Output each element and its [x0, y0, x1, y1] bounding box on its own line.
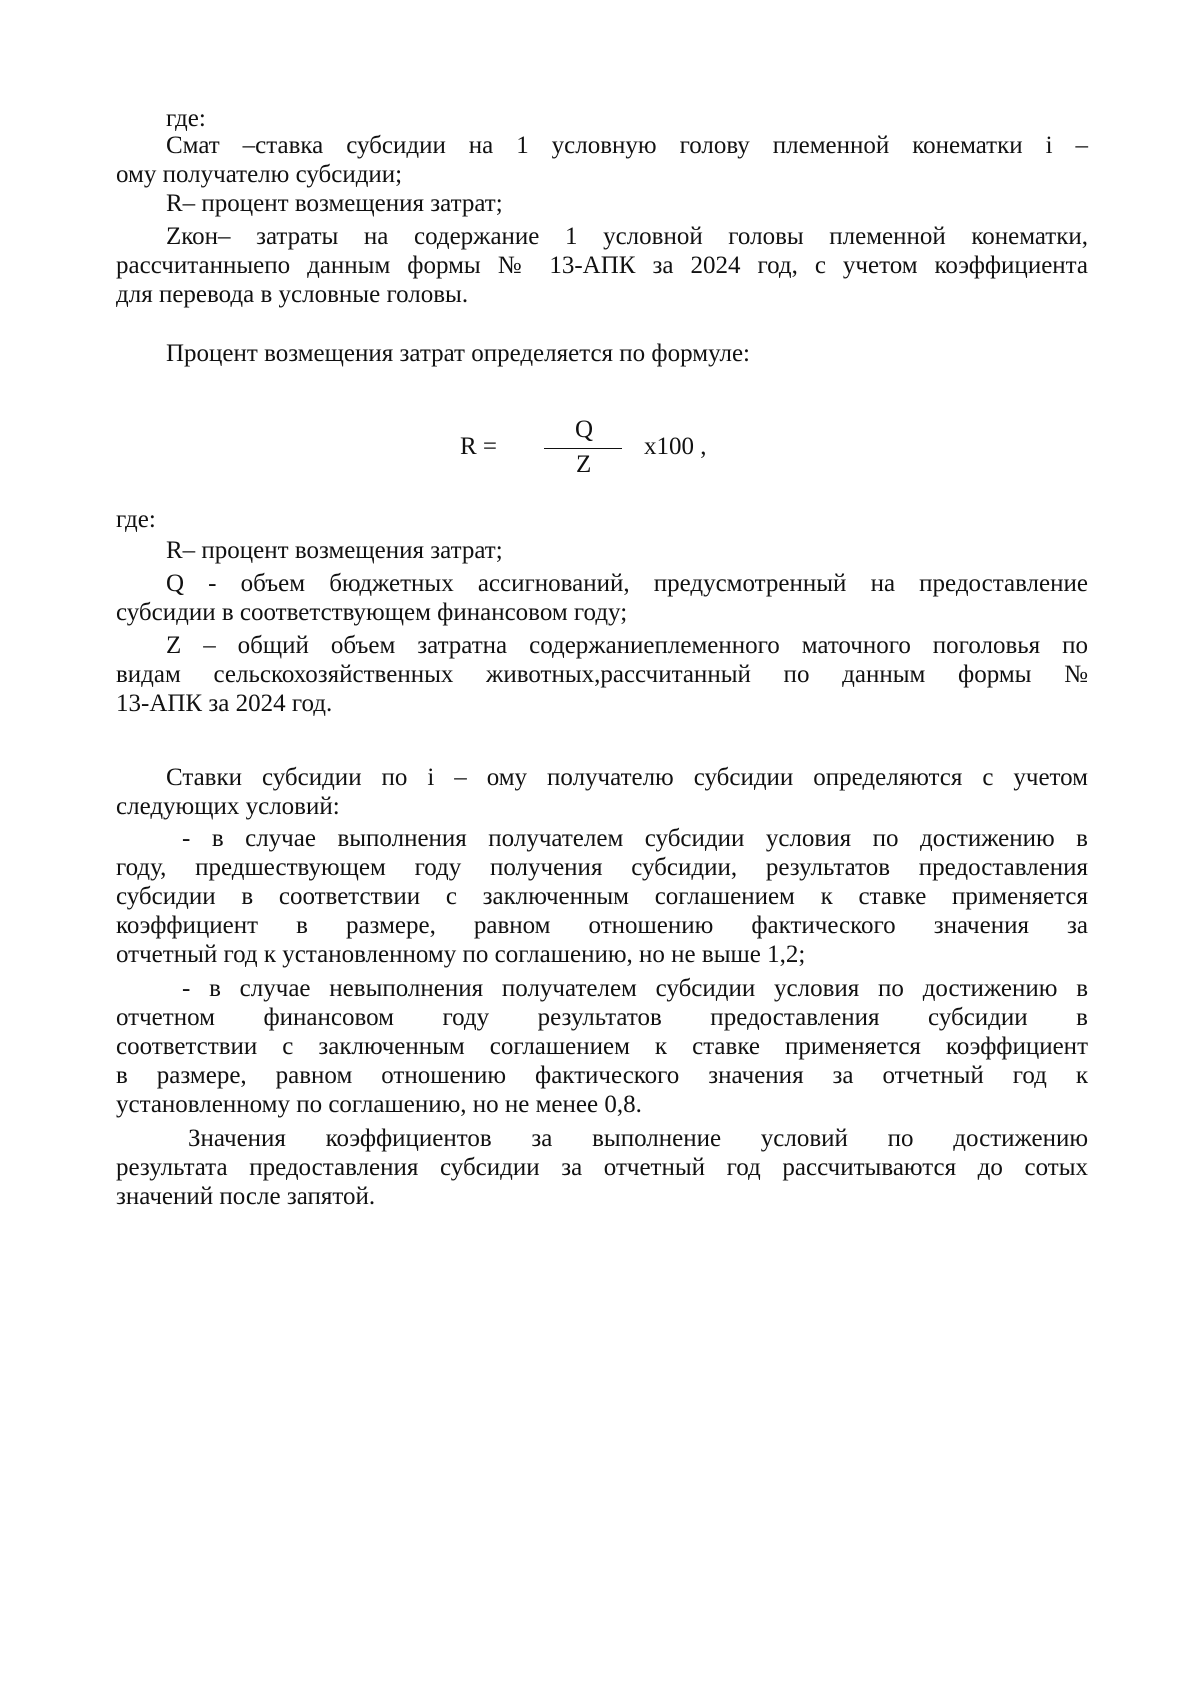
- definition-zkon-line-3: для перевода в условные головы.: [116, 281, 469, 308]
- definition-zkon-line-1: Zкон– затраты на содержание 1 условной головы племенной конематки,: [166, 223, 1088, 250]
- formula-multiplier: x100 ,: [644, 433, 707, 460]
- condition-2-line-4: в размере, равном отношению фактического значения за отчетный год к: [116, 1062, 1088, 1089]
- definition-smat-line-2: ому получателю субсидии;: [116, 161, 403, 188]
- rates-intro-line-2: следующих условий:: [116, 793, 340, 820]
- formula-denominator: Z: [576, 451, 592, 478]
- where-label-2: где:: [116, 506, 156, 533]
- coefficients-line-2: результата предоставления субсидии за отчетный год рассчитываются до сотых: [116, 1154, 1088, 1181]
- condition-2-line-2: отчетном финансовом году результатов предоставления субсидии в: [116, 1004, 1088, 1031]
- definition-r2-line: R– процент возмещения затрат;: [166, 537, 503, 564]
- definition-q-line-2: субсидии в соответствующем финансовом году;: [116, 599, 628, 626]
- definition-z-line-2: видам сельскохозяйственных животных,рассчитанный по данным формы №: [116, 661, 1088, 688]
- condition-2-line-5: установленному по соглашению, но не менее 0,8.: [116, 1091, 642, 1118]
- condition-1-line-1: - в случае выполнения получателем субсидии условия по достижению в: [182, 825, 1088, 852]
- formula-intro: Процент возмещения затрат определяется по формуле:: [166, 340, 750, 367]
- fraction-bar: [544, 448, 622, 449]
- definition-q-line-1: Q - объем бюджетных ассигнований, предусмотренный на предоставление: [166, 570, 1088, 597]
- condition-1-line-2: году, предшествующем году получения субсидии, результатов предоставления: [116, 854, 1088, 881]
- definition-z-line-1: Z – общий объем затратна содержаниеплеменного маточного поголовья по: [166, 632, 1088, 659]
- formula-numerator: Q: [575, 416, 594, 443]
- rates-intro-line-1: Ставки субсидии по i – ому получателю субсидии определяются с учетом: [166, 764, 1088, 791]
- condition-2-line-1: - в случае невыполнения получателем субсидии условия по достижению в: [182, 975, 1088, 1002]
- coefficients-line-3: значений после запятой.: [116, 1183, 376, 1210]
- condition-1-line-3: субсидии в соответствии с заключенным соглашением к ставке применяется: [116, 883, 1088, 910]
- condition-2-line-3: соответствии с заключенным соглашением к ставке применяется коэффициент: [116, 1033, 1088, 1060]
- coefficients-line-1: Значения коэффициентов за выполнение условий по достижению: [188, 1125, 1088, 1152]
- definition-smat-line-1: Смат –ставка субсидии на 1 условную голову племенной конематки i –: [166, 132, 1088, 159]
- where-label-1: где:: [166, 105, 206, 132]
- condition-1-line-4: коэффициент в размере, равном отношению фактического значения за: [116, 912, 1088, 939]
- definition-r-line: R– процент возмещения затрат;: [166, 190, 503, 217]
- definition-z-line-3: 13-АПК за 2024 год.: [116, 690, 333, 717]
- definition-zkon-line-2: рассчитанныепо данным формы № 13-АПК за 2024 год, с учетом коэффициента: [116, 252, 1088, 279]
- formula-lhs: R =: [460, 433, 498, 460]
- condition-1-line-5: отчетный год к установленному по соглашению, но не выше 1,2;: [116, 941, 806, 968]
